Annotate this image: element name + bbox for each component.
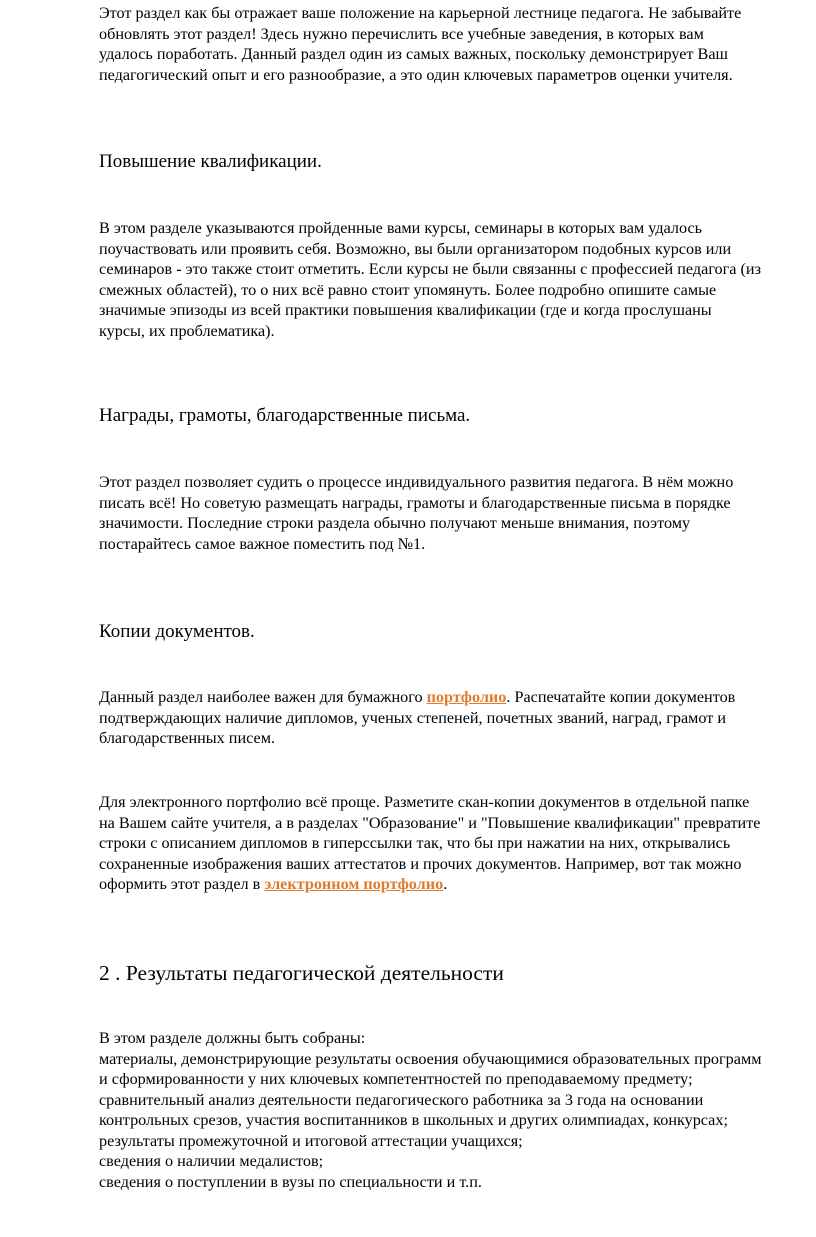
text-line: Этот раздел как бы отражает ваше положение на карьерной лестнице педагога. Не забывайте <box>99 4 742 22</box>
portfolio-link[interactable]: портфолио <box>426 688 507 706</box>
text-line: обновлять этот раздел! Здесь нужно перечислить все учебные заведения, в которых вам <box>99 24 704 43</box>
text-line: материалы, демонстрирующие результаты освоения обучающимися образовательных программ <box>99 1049 762 1068</box>
text-line: сохраненные изображения ваших аттестатов и прочих документов. Например, вот так можно <box>99 854 742 873</box>
results-heading: 2 . Результаты педагогической деятельности <box>99 961 504 985</box>
text-line: значимые эпизоды из всей практики повышения квалификации (где и когда прослушаны <box>99 301 712 319</box>
text-line: постарайтесь самое важное поместить под №1. <box>99 534 426 553</box>
text-line: благодарственных писем. <box>99 729 275 747</box>
text-segment: оформить этот раздел в <box>99 875 265 893</box>
text-line: удалось поработать. Данный раздел один из самых важных, поскольку демонстрирует Ваш <box>99 45 728 63</box>
text-line: Для электронного портфолио всё проще. Разметите скан-копии документов в отдельной папке <box>99 793 750 811</box>
text-line: подтверждающих наличие дипломов, ученых степеней, почетных званий, наград, грамот и <box>99 708 727 727</box>
text-line: педагогический опыт и его разнообразие, а это один ключевых параметров оценки учителя. <box>99 65 733 84</box>
text-line: В этом разделе должны быть собраны: <box>99 1029 366 1047</box>
copies-paragraph-electronic <box>99 792 815 895</box>
text-line: Этот раздел позволяет судить о процессе индивидуального развития педагога. В нём можно <box>99 473 734 491</box>
text-line: писать всё! Но советую размещать награды, грамоты и благодарственные письма в порядке <box>99 493 731 512</box>
text-line: семинаров - это также стоит отметить. Если курсы не были связанны с профессией педагога (из <box>99 260 761 278</box>
text-line: результаты промежуточной и итоговой аттестации учащихся; <box>99 1131 523 1150</box>
awards-paragraph <box>99 472 815 554</box>
text-segment: . Распечатайте копии документов <box>506 688 736 706</box>
results-paragraph <box>99 1028 815 1192</box>
text-line: контрольных срезов, участия воспитанников в школьных и других олимпиадах, конкурсах; <box>99 1111 728 1129</box>
awards-heading: Награды, грамоты, благодарственные письма. <box>99 405 471 426</box>
text-line: смежных областей), то о них всё равно стоит упомянуть. Более подробно опишите самые <box>99 280 717 299</box>
text-segment: . <box>443 875 448 893</box>
text-line <box>99 687 815 708</box>
text-line: строки с описанием дипломов в гиперссылки так, что бы при нажатии на них, открывались <box>99 834 731 852</box>
text-line: поучаствовать или проявить себя. Возможно, вы были организатором подобных курсов или <box>99 239 732 258</box>
qualification-heading: Повышение квалификации. <box>99 151 322 172</box>
copies-heading: Копии документов. <box>99 621 255 642</box>
text-line: сведения о поступлении в вузы по специальности и т.п. <box>99 1172 482 1191</box>
text-line: сведения о наличии медалистов; <box>99 1152 324 1170</box>
text-line: В этом разделе указываются пройденные вами курсы, семинары в которых вам удалось <box>99 219 703 237</box>
text-segment: Данный раздел наиболее важен для бумажного <box>99 688 427 706</box>
text-line: и сформированности у них ключевых компетентностей по преподаваемому предмету; <box>99 1070 693 1088</box>
text-line: сравнительный анализ деятельности педагогического работника за 3 года на основании <box>99 1090 704 1109</box>
copies-paragraph-paper <box>99 687 815 749</box>
text-line: значимости. Последние строки раздела обычно получают меньше внимания, поэтому <box>99 514 691 532</box>
intro-paragraph <box>99 3 815 85</box>
text-line: курсы, их проблематика). <box>99 321 275 340</box>
qualification-paragraph <box>99 218 815 341</box>
electronic-portfolio-link[interactable]: электронном портфолио <box>264 875 444 893</box>
text-line <box>99 874 815 895</box>
text-line: на Вашем сайте учителя, а в разделах "Образование" и "Повышение квалификации" превратите <box>99 813 761 832</box>
